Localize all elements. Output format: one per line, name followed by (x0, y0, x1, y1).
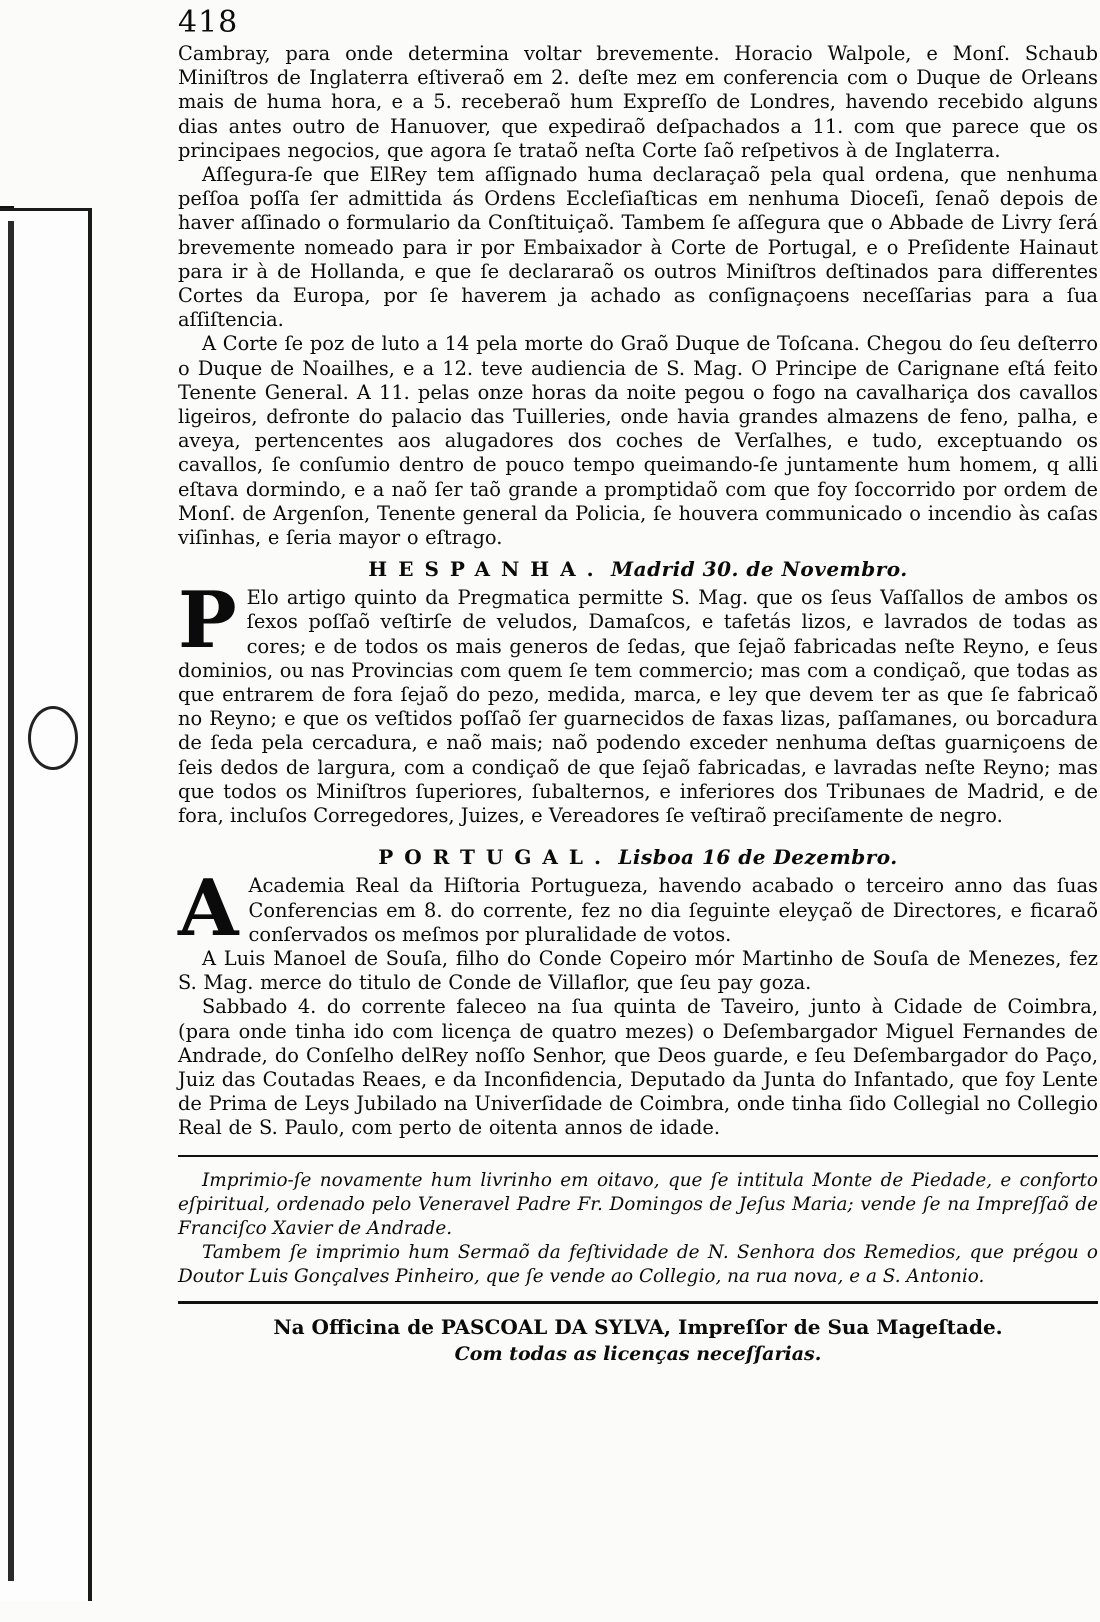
notice: Imprimio-ſe novamente hum livrinho em oitavo, que ſe intitula Monte de Piedade, e conforto eſpiritual, ordenado pelo Veneravel Padre Fr. Domingos de Jeſus Maria; vende ſe na Impreſſaõ de Franciſco Xavier de Andrade. (178, 1169, 1098, 1239)
paragraph: A Luis Manoel de Souſa, filho do Conde Copeiro mór Martinho de Souſa de Menezes, fez S. Mag. merce do titulo de Conde de Villaflor, que ſeu pay goza. (178, 946, 1098, 995)
dateline-date: Lisboa 16 de Dezembro. (618, 845, 898, 870)
paragraph: Aſſegura-ſe que ElRey tem aſſignado huma declaraçaõ pela qual ordena, que nenhuma peſſoa poſſa ſer admittida ás Ordens Eccleſiaſticas em nenhuma Dioceſi, ſenaõ depois de haver aſſinado o formulario da Conſtituiçaõ. Tambem ſe aſſegura que o Abbade de Livry ſerá brevemente nomeado para ir por Embaixador à Corte de Portugal, e o Preſidente Hainaut para ir à de Hollanda, e que ſe declararaõ os outros Miniſtros deſtinados para differentes Cortes da Europa, por ſe haverem ja achado as conſignaçoens neceſſarias para a ſua aſſiſtencia. (178, 163, 1098, 332)
drop-cap: P (178, 575, 237, 667)
divider-rule (178, 1155, 1098, 1157)
text-column (178, 6, 1098, 1366)
dateline-place: PORTUGAL. (378, 845, 612, 870)
binding-edge (0, 208, 92, 1601)
drop-cap: A (178, 863, 239, 955)
license-line: Com todas as licenças neceſſarias. (454, 1342, 822, 1365)
paragraph-text: Elo artigo quinto da Pregmatica permitte S. Mag. que os ſeus Vaſſallos de ambos os ſexos poſſaõ veſtirſe de veludos, Damaſcos, e tafetás lizos, e lavrados de todas as cores; e de todos os mais generos de ſedas, que ſejaõ fabricadas neſte Reyno, e ſeus dominios, ou nas Provincias com quem ſe tem commercio; mas com a condiçaõ, que todas as que entrarem de fora ſejaõ do pezo, medida, marca, e ley que devem ter as que ſe fabricaõ no Reyno; e que os veſtidos poſſaõ ſer guarnecidos de faxas lizas, paſſamanes, ou borcadura de ſeda pela cercadura, e naõ mais; naõ podendo exceder nenhuma deſtas guarniçoens de ſeis dedos de largura, com a condiçaõ de que ſejaõ fabricadas, e lavradas neſte Reyno; mas que todos os Miniſtros ſuperiores, ſubalternos, e inferiores dos Tribunaes de Madrid, e de fora, incluſos Corregedores, Juizes, e Vereadores ſe veſtiraõ preciſamente de negro. (178, 586, 1098, 828)
paragraph-spain (178, 575, 1098, 828)
paragraph-text: Academia Real da Hiſtoria Portugueza, havendo acabado o terceiro anno das ſuas Conferencias em 8. do corrente, fez no dia ſeguinte eleyçaõ de Directores, e ficaraõ conſervados os meſmos por pluralidade de votos. (248, 874, 1098, 946)
notice: Tambem ſe imprimio hum Sermaõ da feſtividade de N. Senhora dos Remedios, que prégou o Doutor Luis Gonçalves Pinheiro, que ſe vende ao Collegio, na rua nova, e a S. Antonio. (178, 1241, 1098, 1287)
dateline-date: Madrid 30. de Novembro. (611, 557, 908, 582)
dateline-place: HESPANHA. (368, 557, 605, 582)
divider-rule (178, 1301, 1098, 1304)
paragraph-portugal (178, 863, 1098, 955)
dateline-portugal (178, 842, 1098, 872)
paragraph: Cambray, para onde determina voltar brevemente. Horacio Walpole, e Monſ. Schaub Miniſtros de Inglaterra eſtiveraõ em 2. deſte mez em conferencia com o Duque de Orleans mais de huma hora, e a 5. receberaõ hum Expreſſo de Londres, havendo recebido alguns dias antes outro de Hanuover, que expediraõ deſpachados a 11. com que parece que os principaes negocios, que agora ſe trataõ neſta Corte ſaõ reſpetivos à de Inglaterra. (178, 42, 1098, 162)
dateline-spain (178, 554, 1098, 584)
paragraph: A Corte ſe poz de luto a 14 pela morte do Graõ Duque de Toſcana. Chegou do ſeu deſterro o Duque de Noailhes, e a 12. teve audiencia de S. Mag. O Principe de Carignane eſtá feito Tenente General. A 11. pelas onze horas da noite pegou o fogo na cavalhariça dos cavallos ligeiros, defronte do palacio das Tuilleries, onde havia grandes almazens de feno, palha, e aveya, pertencentes aos alugadores dos coches de Verſalhes, e tudo, exceptuando os cavallos, ſe conſumio dentro de pouco tempo queimando-ſe juntamente hum homem, q alli eſtava dormindo, e a naõ ſer taõ grande a promptidaõ com que foy ſoccorrido por ordem de Monſ. de Argenſon, Tenente general da Policia, ſe houvera communicado o incendio às caſas viſinhas, e ſeria mayor o eſtrago. (178, 332, 1098, 550)
paragraph: Sabbado 4. do corrente faleceo na ſua quinta de Taveiro, junto à Cidade de Coimbra, (para onde tinha ido com licença de quatro mezes) o Deſembargador Miguel Fernandes de Andrade, do Conſelho delRey noſſo Senhor, que Deos guarde, e ſeu Deſembargador do Paço, Juiz das Coutadas Reaes, e da Inconfidencia, Deputado da Junta do Infantado, que foy Lente de Prima de Leys Jubilado na Univerſidade de Coimbra, onde tinha ſido Collegial no Collegio Real de S. Paulo, com perto de oitenta annos de idade. (178, 995, 1098, 1140)
binding-ring-icon (28, 706, 78, 770)
imprint-line: Na Officina de PASCOAL DA SYLVA, Impreſſor de Sua Mageſtade. (273, 1314, 1003, 1339)
page-number: 418 (178, 5, 239, 40)
